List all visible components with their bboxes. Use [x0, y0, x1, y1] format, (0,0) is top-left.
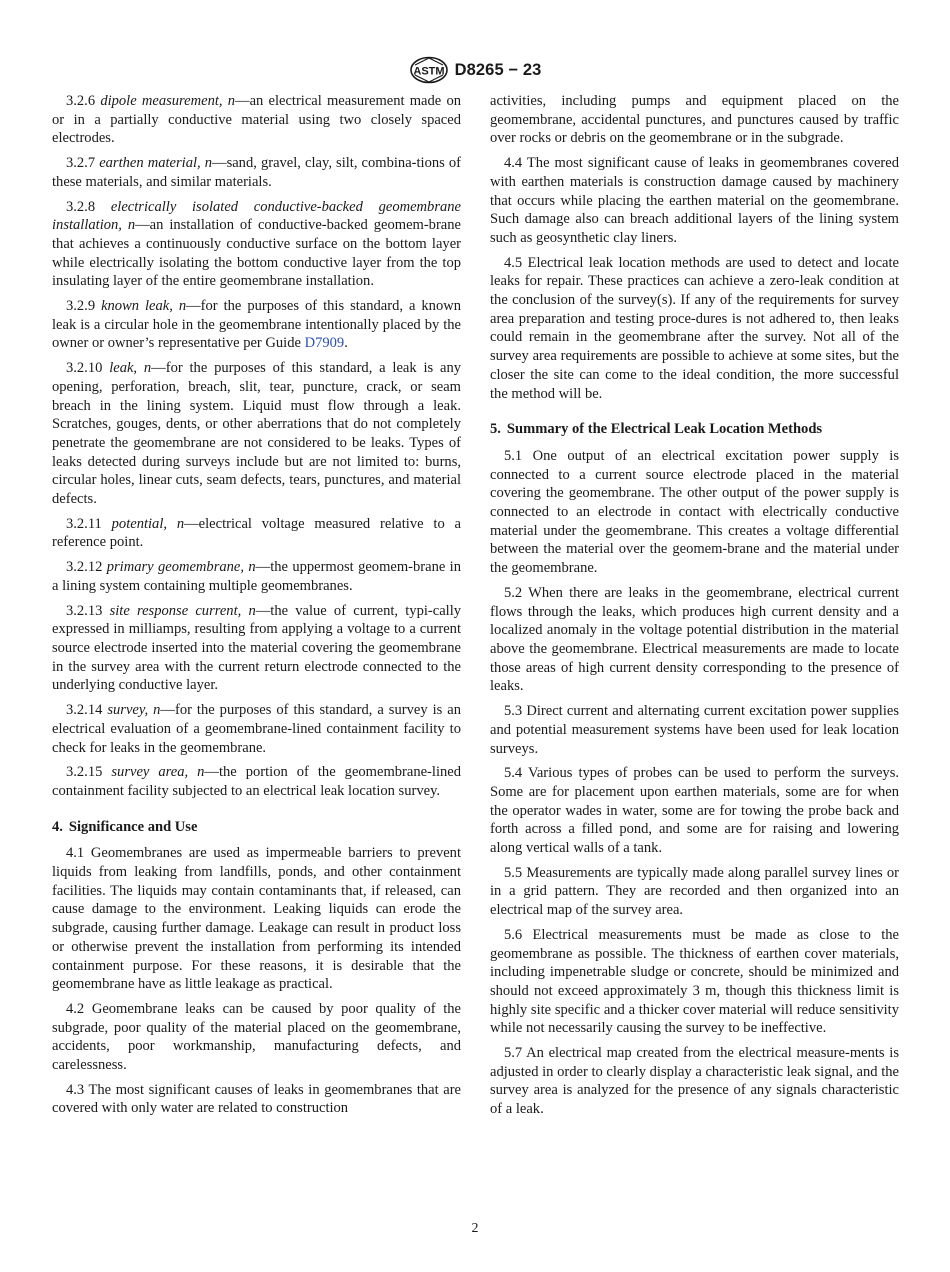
section-5-heading: 5. Summary of the Electrical Leak Location Methods: [490, 421, 823, 438]
right-column: [490, 92, 899, 1125]
paragraph-4-2: 4.2 Geomembrane leaks can be caused by poor quality of the subgrade, poor quality of the material placed on the geomembrane, accidents, poor workmanship, manufacturing defects, and carelessness.: [52, 1000, 461, 1074]
definition-3-2-8: 3.2.8 electrically isolated conductive-backed geomembrane installation, n—an installation of conductive-backed geomem-brane that achieves a continuously conductive surface on the bottom layer while electrically isolating the bottom conductive layer from the top insulating layer of the entire geomembrane installation.: [52, 198, 461, 290]
definition-3-2-12: 3.2.12 primary geomembrane, n—the uppermost geomem-brane in a lining system containing multiple geomembranes.: [52, 559, 461, 594]
paragraph-4-5: 4.5 Electrical leak location methods are used to detect and locate leaks for repair. These practices can achieve a zero-leak condition at the conclusion of the survey(s). If any of the requirements for survey area preparation and testing proce-dures is not adhered to, then leaks could remain in the geomembrane after the survey. Not all of the survey area requirements are possible to achieve at some sites, but the closer the site can come to the ideal condition, the more successful the method will be.: [490, 254, 899, 402]
definition-3-2-11: 3.2.11 potential, n—electrical voltage measured relative to a reference point.: [52, 515, 461, 551]
paragraph-4-4: 4.4 The most significant cause of leaks in geomembranes covered with earthen materials is construction damage caused by machinery that occurs while placing the earthen material on the geomembrane. Such damage also can breach additional layers of the lining system such as geosynthetic clay liners.: [490, 155, 899, 246]
definition-3-2-10: 3.2.10 leak, n—for the purposes of this standard, a leak is any opening, perforation, breach, slit, tear, puncture, crack, or seam breach in the lining system. Liquid must flow through a leak. Scratches, gouges, dents, or other aberrations that do not completely penetrate the geomembrane are not considered to be leaks. Types of leaks detected during surveys include but are not limited to: burns, circular holes, linear cuts, seam defects, tears, punctures, and material defects.: [52, 360, 462, 508]
definition-3-2-9: 3.2.9 known leak, n—for the purposes of this standard, a known leak is a circular hole in the geomembrane intentionally placed by the owner or owner’s representative per Guide D7909.: [52, 298, 461, 352]
paragraph-5-5: 5.5 Measurements are typically made along parallel survey lines or in a grid pattern. They are recorded and then organized into an electrical map of the survey area.: [490, 864, 899, 919]
definition-3-2-13: 3.2.13 site response current, n—the value of current, typi-cally expressed in milliamps, resulting from applying a voltage to a current source electrode inserted into the material covering the geomembrane in the survey area with the current return electrode connected to the underlying conductive layer.: [52, 602, 462, 694]
paragraph-4-3-start: 4.3 The most significant causes of leaks in geomembranes that are covered with only water are related to construction: [52, 1081, 461, 1117]
guide-d7909-link[interactable]: D7909: [304, 335, 345, 352]
paragraph-5-3: 5.3 Direct current and alternating current excitation power supplies and potential measurement systems have been used for leak location surveys.: [490, 703, 899, 757]
paragraph-5-7: 5.7 An electrical map created from the electrical measure-ments is adjusted in order to clearly display a characteristic leak signal, and the survey area is analyzed for the presence of any signals characteristic of a leak.: [490, 1045, 899, 1118]
paragraph-5-1: 5.1 One output of an electrical excitation power supply is connected to a current source electrode placed in the material covering the geomembrane. The other output of the power supply is connected to an electrode in contact with electrically conductive material under the geomembrane. This creates a voltage differential between the material over the geomem-brane and the material under the geomembrane.: [490, 447, 899, 577]
definition-3-2-6: 3.2.6 dipole measurement, n—an electrical measurement made on or in a partially conductive material using two closely spaced electrodes.: [52, 93, 461, 147]
page-number: 2: [471, 1221, 479, 1236]
left-column: [52, 92, 461, 1124]
section-4-heading: 4. Significance and Use: [52, 818, 198, 835]
paragraph-5-6: 5.6 Electrical measurements must be made as close to the geomembrane as possible. The thickness of earthen cover materials, including impenetrable sludge or concrete, should be minimized and should not exceed approximately 3 m, though this thickness limit is highly site specific and a thicker cover material will reduce sensitivity while not necessarily causing the survey to be ineffective.: [490, 926, 899, 1037]
paragraph-5-2: 5.2 When there are leaks in the geomembrane, electrical current flows through the leaks, which produces high current density and a localized anomaly in the voltage potential distribution in the material above the geomembrane. Electrical measurements are made to locate those areas of high current density corresponding to the presence of leaks.: [490, 584, 899, 695]
definition-3-2-14: 3.2.14 survey, n—for the purposes of this standard, a survey is an electrical evaluation of a geomembrane-lined containment facility to check for leaks in the geomembrane.: [52, 702, 461, 756]
page-header: [0, 56, 950, 89]
definition-3-2-15: 3.2.15 survey area, n—the portion of the geomembrane-lined containment facility subjected to an electrical leak location survey.: [52, 764, 461, 799]
definition-3-2-7: 3.2.7 earthen material, n—sand, gravel, clay, silt, combina-tions of these materials, and similar materials.: [52, 155, 461, 190]
paragraph-4-3-end: activities, including pumps and equipment placed on the geomembrane, accidental punctures, and punctures caused by traffic over rocks or debris on the geomembrane or in the subgrade.: [490, 93, 899, 147]
paragraph-4-1: 4.1 Geomembranes are used as impermeable barriers to prevent liquids from leaking from landfills, ponds, and other containment facilities. The liquids may contain contaminants that, if released, can cause damage to the environment. Leaking liquids can erode the subgrade, causing further damage. Leakage can result in product loss or otherwise prevent the installation from performing its intended containment purpose. For these reasons, it is desirable that the geomembrane have as little leakage as practical.: [52, 845, 461, 993]
svg-text:ASTM: ASTM: [413, 65, 445, 78]
astm-logo: [409, 56, 449, 84]
paragraph-5-4: 5.4 Various types of probes can be used to perform the surveys. Some are for placement upon earthen materials, some are for when the operator wades in water, some are for towing the probe back and forth across a filled pond, and some are for raising and lowering along vertical walls of a tank.: [490, 765, 899, 857]
standard-designation: D8265 − 23: [454, 60, 542, 79]
